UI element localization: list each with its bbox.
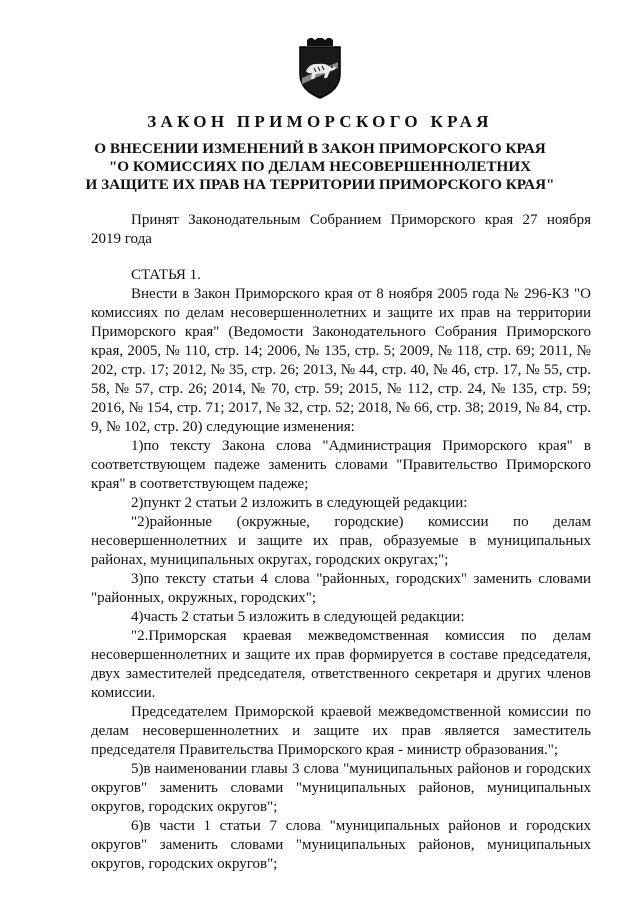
law-subtitle — [60, 140, 580, 194]
adoption-block — [91, 211, 591, 249]
article-heading: СТАТЬЯ 1. — [131, 267, 201, 283]
article-paragraph: Председателем Приморской краевой межведомственной комиссии по делам несовершеннолетних и защите их прав является заместитель председателя Правительства Приморского края - министр образования."; — [91, 704, 591, 758]
subtitle-line: "О КОМИССИЯХ ПО ДЕЛАМ НЕСОВЕРШЕННОЛЕТНИХ — [108, 158, 532, 175]
article-body — [91, 266, 591, 874]
article-paragraph: 1)по тексту Закона слова "Администрация Приморского края" в соответствующем падеже заменить словами "Правительство Приморского края" в соответствующем падеже; — [91, 438, 591, 492]
article-paragraph: 3)по тексту статьи 4 слова "районных, городских" заменить словами "районных, окружных, городских"; — [91, 571, 591, 606]
subtitle-line: И ЗАЩИТЕ ИХ ПРАВ НА ТЕРРИТОРИИ ПРИМОРСКОГО КРАЯ" — [85, 176, 555, 193]
subtitle-line: О ВНЕСЕНИИ ИЗМЕНЕНИЙ В ЗАКОН ПРИМОРСКОГО КРАЯ — [94, 140, 546, 157]
article-paragraph: 6)в части 1 статьи 7 слова "муниципальных районов и городских округов" заменить словами "муниципальных районов, муниципальных округов, городских округов"; — [91, 818, 591, 872]
article-paragraph: "2)районные (окружные, городские) комиссии по делам несовершеннолетних и защите их прав, образуемые в муниципальных районах, муниципальных округах, городских округах;"; — [91, 514, 591, 568]
primorsky-coat-of-arms-icon — [296, 38, 344, 100]
article-paragraph: 4)часть 2 статьи 5 изложить в следующей редакции: — [131, 609, 465, 625]
adoption-note: Принят Законодательным Собранием Приморского края 27 ноября 2019 года — [91, 212, 591, 247]
article-paragraph: Внести в Закон Приморского края от 8 ноября 2005 года № 296-КЗ "О комиссиях по делам несовершеннолетних и защите их прав на территории Приморского края" (Ведомости Законодательного Собрания Приморского края, 2005, № 110, стр. 14; 2006, № 135, стр. 5; 2009, № 118, стр. 69; 2011, № 202, стр. 17; 2012, № 35, стр. 26; 2013, № 44, стр. 40, № 46, стр. 17, № 55, стр. 58, № 57, стр. 26; 2014, № 70, стр. 59; 2015, № 112, стр. 24, № 135, стр. 59; 2016, № 154, стр. 71; 2017, № 32, стр. 52; 2018, № 66, стр. 38; 2019, № 84, стр. 9, № 102, стр. 20) следующие изменения: — [91, 286, 591, 435]
article-paragraph: "2.Приморская краевая межведомственная комиссия по делам несовершеннолетних и защите их прав формируется в составе председателя, двух заместителей председателя, ответственного секретаря и других членов комиссии. — [91, 628, 591, 701]
article-paragraph: 5)в наименовании главы 3 слова "муниципальных районов и городских округов" заменить словами "муниципальных районов, муниципальных округов, городских округов"; — [91, 761, 591, 815]
law-title: ЗАКОН ПРИМОРСКОГО КРАЯ — [147, 112, 493, 131]
article-paragraph: 2)пункт 2 статьи 2 изложить в следующей редакции: — [131, 495, 468, 511]
